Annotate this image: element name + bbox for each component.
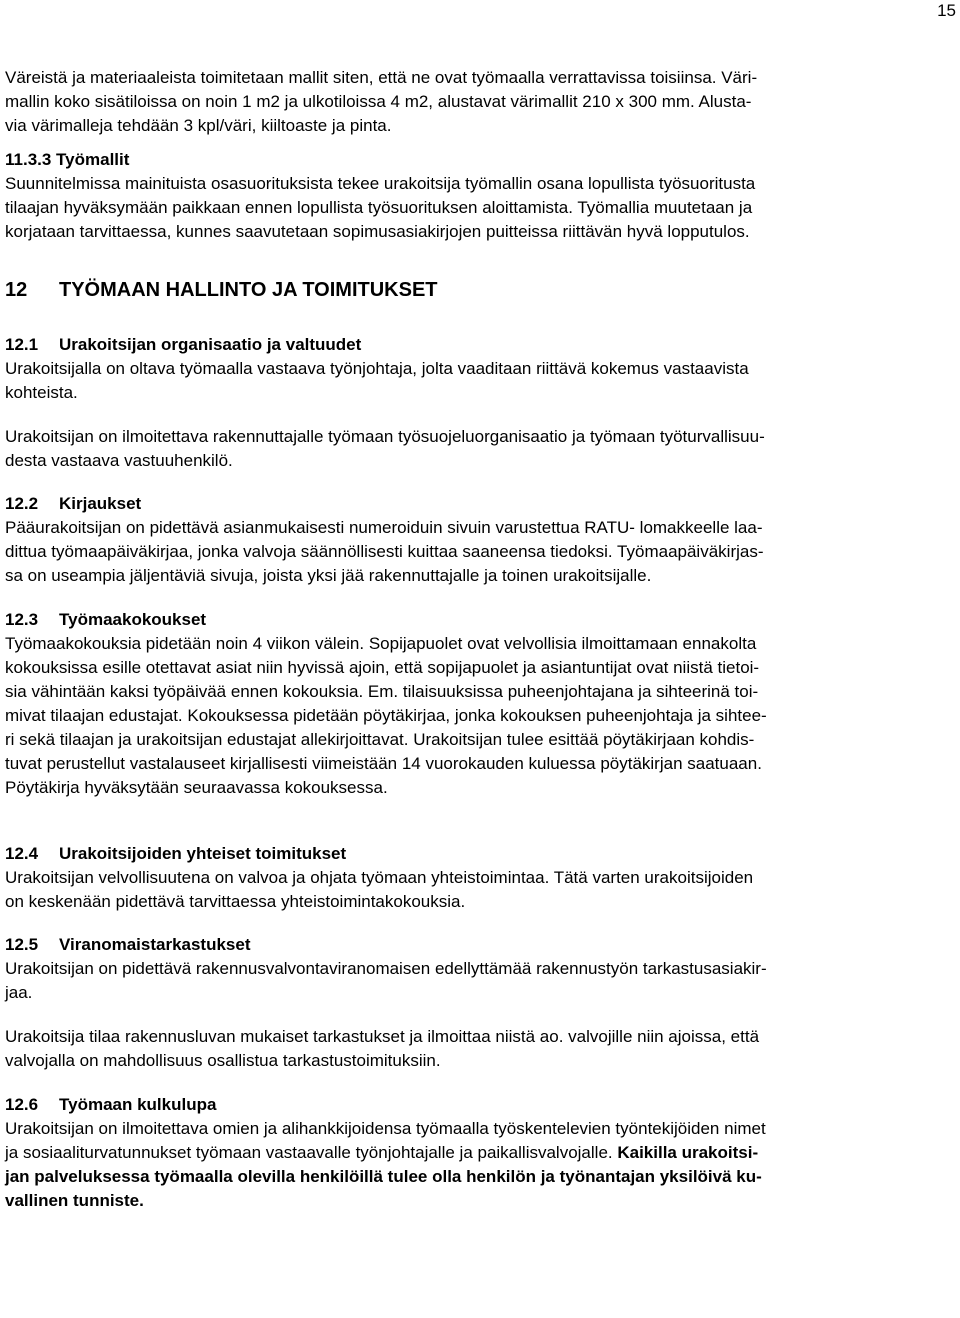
section-12-1-heading [5, 333, 955, 357]
text-line: Urakoitsijan on pidettävä rakennusvalvontaviranomaisen edellyttämää rakennustyön tarkastusasiakir- [5, 959, 767, 978]
text-line: dittua työmaapäiväkirjaa, jonka valvoja säännöllisesti kuittaa saaneensa tiedoksi. Työmaapäiväkirjas- [5, 542, 764, 561]
chapter-title: TYÖMAAN HALLINTO JA TOIMITUKSET [59, 279, 438, 301]
text-line: mivat tilaajan edustajat. Kokouksessa pidetään pöytäkirjaa, jonka kokouksen puheenjohtaja ja sihtee- [5, 706, 767, 725]
section-number: 12.3 [5, 610, 39, 629]
emphasis-text-line: vallinen tunniste. [5, 1191, 144, 1210]
text-line: Työmaakokouksia pidetään noin 4 viikon välein. Sopijapuolet ovat velvollisia ilmoittamaan ennakolta [5, 634, 757, 653]
text-line: kohteista. [5, 383, 78, 402]
section-12-4-paragraph [5, 866, 955, 914]
section-12-4-heading [5, 842, 955, 866]
text-line: Urakoitsijan velvollisuutena on valvoa ja ohjata työmaan yhteistoimintaa. Tätä varten urakoitsijoiden [5, 868, 754, 887]
emphasis-text: Kaikilla urakoitsi- [617, 1143, 759, 1162]
section-title: Urakoitsijan organisaatio ja valtuudet [59, 335, 362, 354]
text-line: tilaajan hyväksymään paikkaan ennen lopullista työsuorituksen aloittamista. Työmallia muutetaan ja [5, 198, 753, 217]
text-line: on keskenään pidettävä tarvittaessa yhteistoimintakokouksia. [5, 892, 466, 911]
section-12-6-paragraph [5, 1117, 955, 1213]
section-title: Viranomaistarkastukset [59, 935, 251, 954]
section-title: Kirjaukset [59, 494, 142, 513]
section-title: Työmaakokoukset [59, 610, 207, 629]
text-line: Urakoitsijalla on oltava työmaalla vastaava työnjohtaja, jolta vaaditaan riittävä kokemus vastaavista [5, 359, 749, 378]
text-line: Pääurakoitsijan on pidettävä asianmukaisesti numeroiduin sivuin varustettua RATU- lomakkeelle laa- [5, 518, 763, 537]
section-12-3-heading [5, 608, 955, 632]
section-12-6-heading [5, 1093, 955, 1117]
section-12-1-paragraph-1 [5, 357, 955, 405]
section-11-3-3-heading: 11.3.3 Työmallit [5, 150, 130, 169]
section-12-5-heading [5, 933, 955, 957]
text-line: valvojalla on mahdollisuus osallistua tarkastustoimituksiin. [5, 1051, 441, 1070]
section-number: 12.5 [5, 935, 39, 954]
chapter-12-heading [5, 278, 955, 302]
section-number: 12.1 [5, 335, 39, 354]
text-line: ri sekä tilaajan ja urakoitsijan edustajat allekirjoittavat. Urakoitsijan tulee esittää pöytäkirjaan kohdis- [5, 730, 755, 749]
text-line: sa on useampia jäljentäviä sivuja, joista yksi jää rakennuttajalle ja toinen urakoitsijalle. [5, 566, 652, 585]
text-line [5, 1141, 955, 1165]
section-12-1-paragraph-2 [5, 425, 955, 473]
intro-paragraph [5, 66, 955, 138]
text-line: Suunnitelmissa mainituista osasuorituksista tekee urakoitsija työmallin osana lopullista työsuoritusta [5, 174, 756, 193]
section-12-2-paragraph [5, 516, 955, 588]
text-line: jaa. [5, 983, 33, 1002]
text-line: via värimalleja tehdään 3 kpl/väri, kiiltoaste ja pinta. [5, 116, 392, 135]
section-12-5-paragraph-2 [5, 1025, 955, 1073]
section-title: Työmaan kulkulupa [59, 1095, 217, 1114]
section-number: 12.6 [5, 1095, 39, 1114]
section-number: 12.4 [5, 844, 39, 863]
text-line: Urakoitsijan on ilmoitettava omien ja alihankkijoidensa työmaalla työskentelevien työntekijöiden nimet [5, 1119, 766, 1138]
section-number: 12.2 [5, 494, 39, 513]
text-line: Pöytäkirja hyväksytään seuraavassa kokouksessa. [5, 778, 388, 797]
text-line: desta vastaava vastuuhenkilö. [5, 451, 233, 470]
text-line: sia vähintään kaksi työpäivää ennen kokouksia. Em. tilaisuuksissa puheenjohtajana ja sihteerinä toi- [5, 682, 759, 701]
page-number: 15 [937, 1, 956, 20]
text-line: Urakoitsijan on ilmoitettava rakennuttajalle työmaan työsuojeluorganisaatio ja työmaan työturvallisuu- [5, 427, 765, 446]
section-11-3-3-paragraph [5, 172, 955, 244]
text-run: ja sosiaaliturvatunnukset työmaan vastaavalle työnjohtajalle ja paikallisvalvojalle. [5, 1143, 618, 1162]
emphasis-text-line: jan palveluksessa työmaalla olevilla henkilöillä tulee olla henkilön ja työnantajan yksilöivä ku- [5, 1167, 762, 1186]
section-title: Urakoitsijoiden yhteiset toimitukset [59, 844, 347, 863]
text-line: Urakoitsija tilaa rakennusluvan mukaiset tarkastukset ja ilmoittaa niistä ao. valvojille niin ajoissa, että [5, 1027, 760, 1046]
document-body [5, 66, 955, 1213]
section-12-2-heading [5, 492, 955, 516]
text-line: Väreistä ja materiaaleista toimitetaan mallit siten, että ne ovat työmaalla verrattavissa toisiinsa. Väri- [5, 68, 758, 87]
text-line: tuvat perustellut vastalauseet kirjallisesti viimeistään 14 vuorokauden kuluessa pöytäkirjan saatuaan. [5, 754, 762, 773]
text-line: korjataan tarvittaessa, kunnes saavutetaan sopimusasiakirjojen puitteissa riittävän hyvä lopputulos. [5, 222, 750, 241]
text-line: mallin koko sisätiloissa on noin 1 m2 ja ulkotiloissa 4 m2, alustavat värimallit 210 x 300 mm. Alusta- [5, 92, 752, 111]
section-12-5-paragraph-1 [5, 957, 955, 1005]
chapter-number: 12 [5, 279, 28, 301]
text-line: kokouksissa esille otettavat asiat niin hyvissä ajoin, että sopijapuolet ja asiantuntijat ovat niistä tietoi- [5, 658, 760, 677]
section-12-3-paragraph [5, 632, 955, 800]
